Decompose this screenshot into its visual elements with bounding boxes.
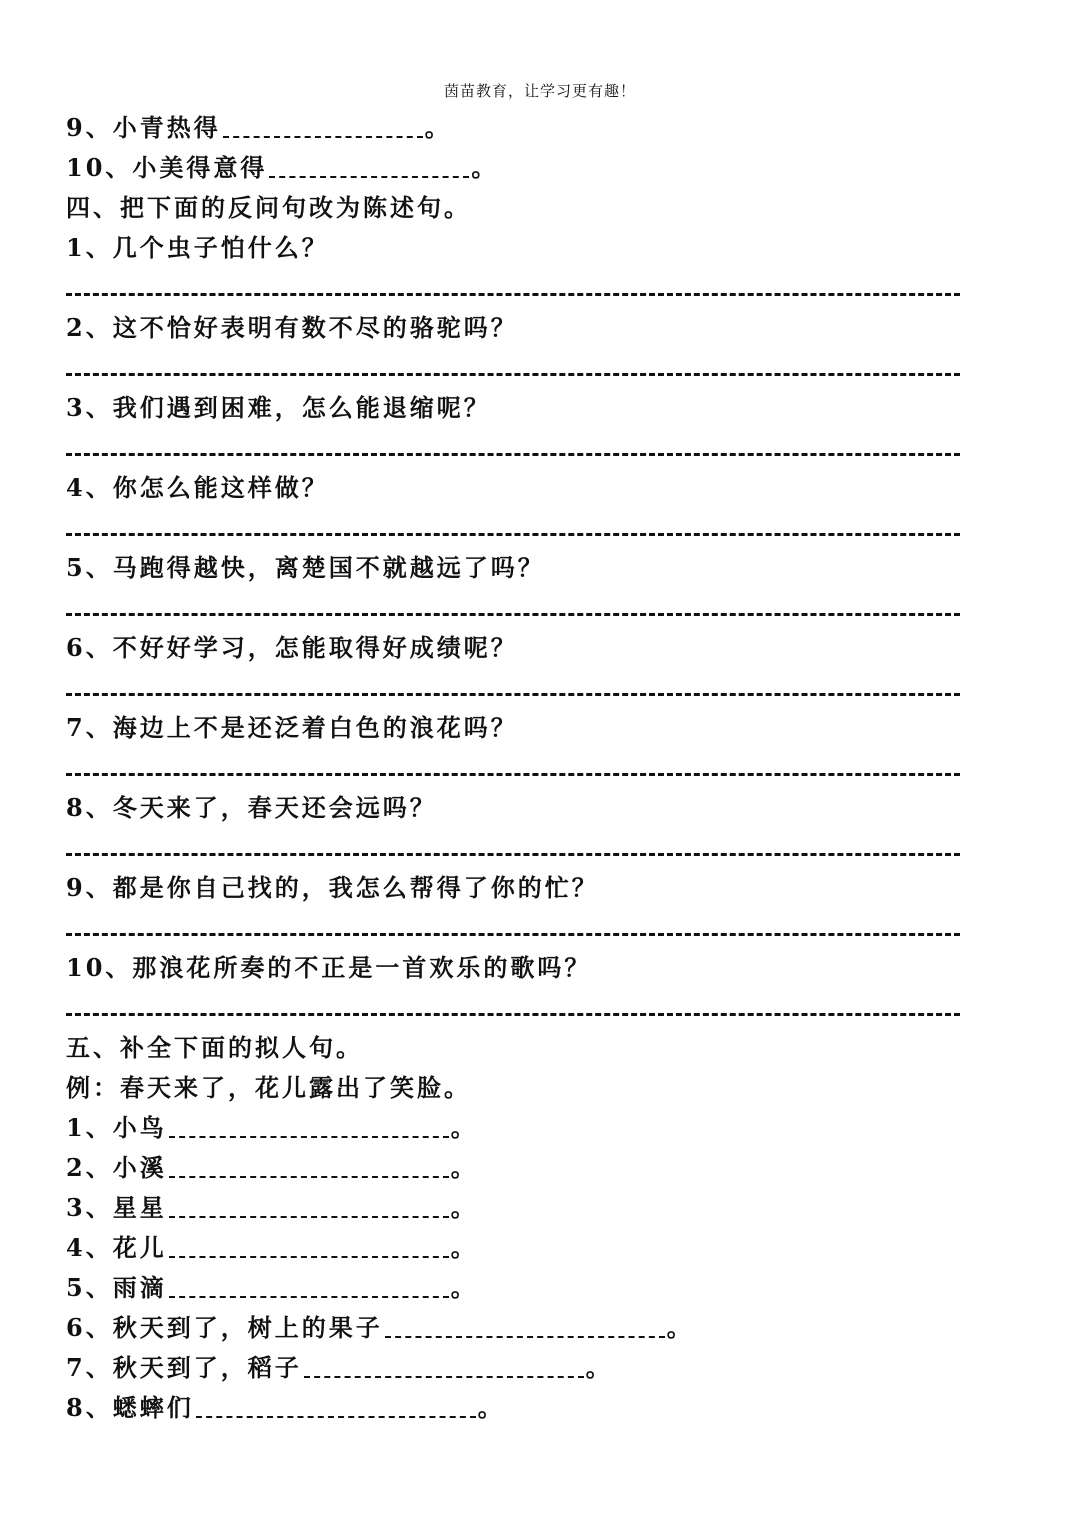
section5.items-item xyxy=(66,1268,966,1308)
answer-line[interactable] xyxy=(66,588,966,628)
item-number: 1、 xyxy=(66,1113,113,1142)
item-end-punct: 。 xyxy=(450,1193,478,1222)
item-number: 9、 xyxy=(66,873,113,902)
item-number: 3、 xyxy=(66,393,113,422)
worksheet-content xyxy=(66,108,966,1428)
item-end-punct: 。 xyxy=(450,1273,478,1302)
answer-line[interactable] xyxy=(66,348,966,388)
section5.items-item xyxy=(66,1308,966,1348)
item-number: 3、 xyxy=(66,1193,113,1222)
question-item xyxy=(66,228,966,268)
item-end-punct: 。 xyxy=(450,1153,478,1182)
answer-rule xyxy=(66,373,960,376)
question-item xyxy=(66,788,966,828)
item-end-punct: 。 xyxy=(666,1313,694,1342)
answer-line[interactable] xyxy=(66,268,966,308)
question-item xyxy=(66,708,966,748)
item-number: 1、 xyxy=(66,233,113,262)
question-item xyxy=(66,948,966,988)
section5.items-item xyxy=(66,1148,966,1188)
item-end-punct: 。 xyxy=(424,113,452,142)
answer-blank[interactable] xyxy=(269,150,469,178)
item-number: 2、 xyxy=(66,313,113,342)
item-prompt: 小美得意得 xyxy=(132,153,268,182)
question-item xyxy=(66,468,966,508)
page-header: 茵苗教育，让学习更有趣！ xyxy=(443,82,636,100)
section5.items-item xyxy=(66,1348,966,1388)
answer-rule xyxy=(66,693,960,696)
question-text: 都是你自己找的，我怎么帮得了你的忙？ xyxy=(112,873,599,902)
item-end-punct: 。 xyxy=(450,1233,478,1262)
section3_tail-item xyxy=(66,108,966,148)
section-3-tail xyxy=(66,108,966,188)
item-prompt: 小溪 xyxy=(112,1153,167,1182)
question-item xyxy=(66,548,966,588)
question-item xyxy=(66,308,966,348)
answer-line[interactable] xyxy=(66,828,966,868)
answer-line[interactable] xyxy=(66,428,966,468)
item-end-punct: 。 xyxy=(471,153,499,182)
question-item xyxy=(66,388,966,428)
question-text: 冬天来了，春天还会远吗？ xyxy=(112,793,437,822)
answer-line[interactable] xyxy=(66,988,966,1028)
answer-rule xyxy=(66,533,960,536)
section5.items-item xyxy=(66,1228,966,1268)
item-end-punct: 。 xyxy=(585,1353,613,1382)
item-number: 5、 xyxy=(66,1273,113,1302)
answer-blank[interactable] xyxy=(196,1390,476,1418)
answer-rule xyxy=(66,933,960,936)
item-end-punct: 。 xyxy=(477,1393,505,1422)
question-item xyxy=(66,628,966,668)
item-number: 6、 xyxy=(66,1313,113,1342)
answer-rule xyxy=(66,1013,960,1016)
question-text: 不好好学习，怎能取得好成绩呢？ xyxy=(112,633,518,662)
answer-blank[interactable] xyxy=(304,1350,584,1378)
answer-blank[interactable] xyxy=(169,1230,449,1258)
item-number: 2、 xyxy=(66,1153,113,1182)
section-5-example: 例：春天来了，花儿露出了笑脸。 xyxy=(66,1073,471,1102)
section5.items-item xyxy=(66,1188,966,1228)
section-4-items xyxy=(66,228,966,1028)
item-number: 4、 xyxy=(66,1233,113,1262)
answer-line[interactable] xyxy=(66,668,966,708)
question-text: 马跑得越快，离楚国不就越远了吗？ xyxy=(112,553,545,582)
answer-line[interactable] xyxy=(66,508,966,548)
section5.items-item xyxy=(66,1388,966,1428)
section-5-items xyxy=(66,1108,966,1428)
item-number: 8、 xyxy=(66,1393,113,1422)
item-prompt: 花儿 xyxy=(112,1233,167,1262)
answer-rule xyxy=(66,453,960,456)
question-text: 海边上不是还泛着白色的浪花吗？ xyxy=(112,713,518,742)
item-prompt: 小青热得 xyxy=(112,113,221,142)
question-text: 你怎么能这样做？ xyxy=(112,473,329,502)
question-item xyxy=(66,868,966,908)
item-number: 10、 xyxy=(66,953,133,982)
answer-blank[interactable] xyxy=(223,110,423,138)
item-prompt: 蟋蟀们 xyxy=(112,1393,194,1422)
answer-line[interactable] xyxy=(66,908,966,948)
item-number: 4、 xyxy=(66,473,113,502)
answer-rule xyxy=(66,773,960,776)
section3_tail-item xyxy=(66,148,966,188)
question-text: 那浪花所奏的不正是一首欢乐的歌吗？ xyxy=(132,953,592,982)
item-prompt: 雨滴 xyxy=(112,1273,167,1302)
answer-rule xyxy=(66,853,960,856)
item-prompt: 小鸟 xyxy=(112,1113,167,1142)
item-number: 5、 xyxy=(66,553,113,582)
question-text: 几个虫子怕什么？ xyxy=(112,233,329,262)
question-text: 这不恰好表明有数不尽的骆驼吗？ xyxy=(112,313,518,342)
item-number: 7、 xyxy=(66,713,113,742)
answer-blank[interactable] xyxy=(169,1110,449,1138)
section-5-title: 五、补全下面的拟人句。 xyxy=(66,1033,363,1062)
item-prompt: 秋天到了，稻子 xyxy=(112,1353,302,1382)
answer-rule xyxy=(66,613,960,616)
answer-blank[interactable] xyxy=(385,1310,665,1338)
item-end-punct: 。 xyxy=(450,1113,478,1142)
answer-blank[interactable] xyxy=(169,1190,449,1218)
section-4-title: 四、把下面的反问句改为陈述句。 xyxy=(66,193,471,222)
answer-blank[interactable] xyxy=(169,1150,449,1178)
item-number: 6、 xyxy=(66,633,113,662)
item-number: 8、 xyxy=(66,793,113,822)
answer-rule xyxy=(66,293,960,296)
section5.items-item xyxy=(66,1108,966,1148)
item-prompt: 秋天到了，树上的果子 xyxy=(112,1313,383,1342)
answer-line[interactable] xyxy=(66,748,966,788)
answer-blank[interactable] xyxy=(169,1270,449,1298)
question-text: 我们遇到困难，怎么能退缩呢？ xyxy=(112,393,491,422)
item-number: 10、 xyxy=(66,153,133,182)
item-number: 7、 xyxy=(66,1353,113,1382)
item-number: 9、 xyxy=(66,113,113,142)
item-prompt: 星星 xyxy=(112,1193,167,1222)
